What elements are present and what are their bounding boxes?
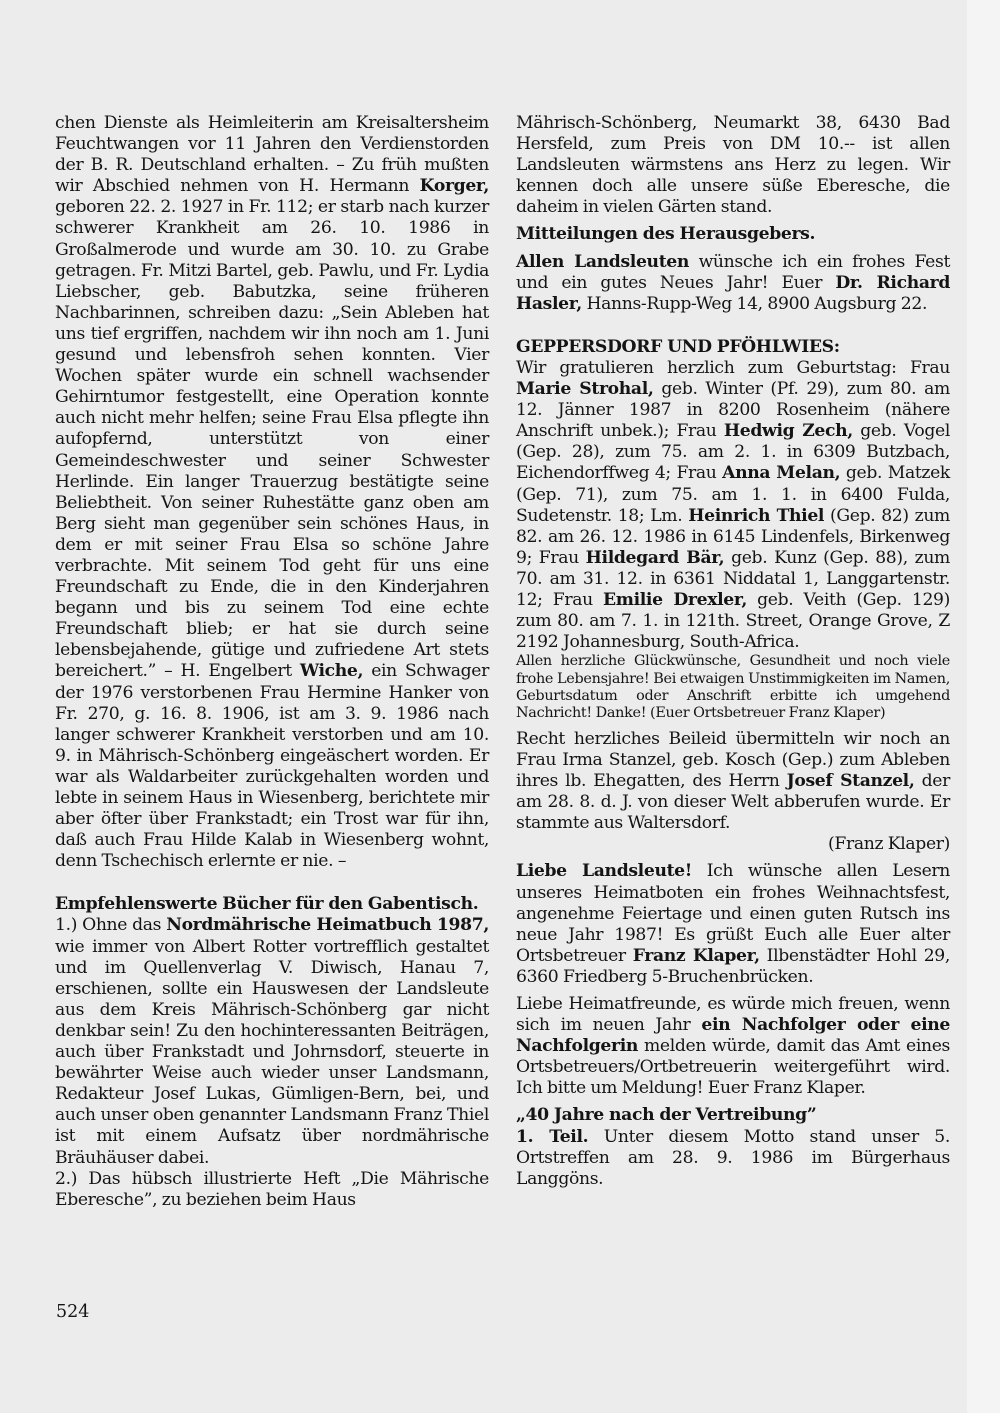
bold-name: Korger, <box>419 176 489 197</box>
event-heading: „40 Jahre nach der Vertreibung” <box>516 1105 817 1126</box>
right-column <box>516 113 950 1190</box>
wishes-note: Allen herzliche Glückwünsche, Gesundheit und noch viele frohe Lebensjahre! Bei etwaigen Unstimmigkeiten im Namen, Geburtsdatum oder Anschrift erbitte ich umgehend Nachricht! Danke! (Euer Ortsbetreuer Franz Klaper) <box>516 653 950 722</box>
bold-name: Liebe Landsleute! <box>516 861 692 882</box>
bold-name: Anna Melan, <box>722 463 841 484</box>
books-heading: Empfehlenswerte Bücher für den Gabentisch. <box>55 894 479 915</box>
bold-name: Heinrich Thiel <box>688 505 825 526</box>
bold-name: ein Nachfolger oder eine Nachfolgerin <box>516 1015 950 1057</box>
bold-name: Hedwig Zech, <box>723 421 853 442</box>
bold-name: Marie Strohal, <box>516 379 654 400</box>
left-column <box>55 113 489 1211</box>
book-recommendation-1: 1.) Ohne das Nordmährische Heimatbuch 1987, wie immer von Albert Rotter vortrefflich gestaltet und im Quellenverlag V. Diwisch, Hanau 7, erschienen, sollte ein Hauswesen der Landsleute aus dem Kreis Mährisch-Schönberg gar nicht denkbar sein! Zu den hochinteressanten Beiträgen, auch über Frankstadt und Johrnsdorf, steuerte in bewährter Weise auch wieder unser Landsmann, Redakteur Josef Lukas, Gümligen-Bern, bei, und auch unser oben genannter Landsmann Franz Thiel ist mit einem Aufsatz über nordmährische Bräuhäuser dabei. <box>55 915 490 1168</box>
bold-name: Nordmährische Heimatbuch 1987, <box>166 915 490 936</box>
bold-name: 1. Teil. <box>516 1126 589 1147</box>
christmas-greeting: Liebe Landsleute! Ich wünsche allen Lesern unseres Heimatboten ein frohes Weihnachtsfest, angenehme Feiertage und einen guten Rutsch ins neue Jahr 1987! Es grüßt Euch alle Euer alter Ortsbetreuer Franz Klaper, Ilbenstädter Hohl 29, 6360 Friedberg 5-Bruchenbrücken. <box>516 861 950 987</box>
bold-name: Dr. Richard Hasler, <box>516 272 951 314</box>
condolence-signature: (Franz Klaper) <box>828 834 950 855</box>
section-heading-geppersdorf: GEPPERSDORF UND PFÖHLWIES: <box>516 336 840 357</box>
page-number: 524 <box>56 1302 90 1322</box>
publisher-heading: Mitteilungen des Herausgebers. <box>516 224 816 245</box>
obituary-paragraph: chen Dienste als Heimleiterin am Kreisaltersheim Feuchtwangen vor 11 Jahren den Verdienstorden der B. R. Deutschland erhalten. – Zu früh mußten wir Abschied nehmen von H. Hermann Korger, geboren 22. 2. 1927 in Fr. 112; er starb nach kurzer schwerer Krankheit am 26. 10. 1986 in Großalmerode und wurde am 30. 10. zu Grabe getragen. Fr. Mitzi Bartel, geb. Pawlu, und Fr. Lydia Liebscher, geb. Babutzka, seine früheren Nachbarinnen, schreiben dazu: „Sein Ableben hat uns tief ergriffen, nachdem wir ihn noch am 1. Juni gesund und lebensfroh sehen konnten. Vier Wochen später wurde ein schnell wachsender Gehirntumor festgestellt, eine Operation konnte auch nicht mehr helfen; seine Frau Elsa pflegte ihn aufopfernd, unterstützt von einer Gemeindeschwester und seiner Schwester Herlinde. Ein langer Trauerzug bestätigte seine Beliebtheit. Von seiner Ruhestätte ganz oben am Berg sieht man gegenüber sein schönes Haus, in dem er mit seiner Frau Elsa so schöne Jahre verbrachte. Mit seinem Tod geht für uns eine Freundschaft zu Ende, die in den Kinderjahren begann und bis zu seinem Tod eine echte Freundschaft blieb; er hat sie durch seine lebensbejahende, gütige und zufriedene Art stets bereichert.” – H. Engelbert Wiche, ein Schwager der 1976 verstorbenen Frau Hermine Hanker von Fr. 270, g. 16. 8. 1906, ist am 3. 9. 1986 nach langer schwerer Krankheit verstorben und am 10. 9. in Mährisch-Schönberg eingeäschert worden. Er war als Waldarbeiter zurückgehalten worden und lebte in seinem Haus in Wiesenberg, berichtete mir aber öfter über Frankstadt; ein Trost war für ihn, daß auch Frau Hilde Kalab in Wiesenberg wohnt, denn Tschechisch erlernte er nie. – <box>55 113 489 872</box>
bold-name: Hildegard Bär, <box>585 547 725 568</box>
condolence-signature-line <box>516 834 950 855</box>
publisher-message: Allen Landsleuten wünsche ich ein frohes Fest und ein gutes Neues Jahr! Euer Dr. Richard Hasler, Hanns-Rupp-Weg 14, 8900 Augsburg 22. <box>516 251 951 314</box>
bold-name: Wiche, <box>299 661 364 682</box>
bold-name: Allen Landsleuten <box>516 251 690 272</box>
bold-name: Josef Stanzel, <box>786 771 915 792</box>
successor-call: Liebe Heimatfreunde, es würde mich freuen, wenn sich im neuen Jahr ein Nachfolger oder eine Nachfolgerin melden würde, damit das Amt eines Ortsbetreuers/Ortbetreuerin weitergeführt wird. Ich bitte um Meldung! Euer Franz Klaper. <box>516 994 950 1099</box>
condolence-paragraph: Recht herzliches Beileid übermitteln wir noch an Frau Irma Stanzel, geb. Kosch (Gep.) zum Ableben ihres lb. Ehegatten, des Herrn Josef Stanzel, der am 28. 8. d. J. von dieser Welt abberufen wurde. Er stammte aus Waltersdorf. <box>516 728 950 834</box>
birthday-list: Wir gratulieren herzlich zum Geburtstag: Frau Marie Strohal, geb. Winter (Pf. 29), zum 80. am 12. Jänner 1987 in 8200 Rosenheim (nähere Anschrift unbek.); Frau Hedwig Zech, geb. Vogel (Gep. 28), zum 75. am 2. 1. in 6309 Butzbach, Eichendorffweg 4; Frau Anna Melan, geb. Matzek (Gep. 71), zum 75. am 1. 1. in 6400 Fulda, Sudetenstr. 18; Lm. Heinrich Thiel (Gep. 82) zum 82. am 26. 12. 1986 in 6145 Lindenfels, Birkenweg 9; Frau Hildegard Bär, geb. Kunz (Gep. 88), zum 70. am 31. 12. in 6361 Niddatal 1, Langgartenstr. 12; Frau Emilie Drexler, geb. Veith (Gep. 129) zum 80. am 7. 1. in 121th. Street, Orange Grove, Z 2192 Johannesburg, South-Africa. <box>516 357 951 653</box>
book-recommendation-2-start: 2.) Das hübsch illustrierte Heft „Die Mährische Eberesche”, zu beziehen beim Haus <box>55 1168 489 1210</box>
bold-name: Emilie Drexler, <box>602 589 747 610</box>
event-text: 1. Teil. Unter diesem Motto stand unser 5. Ortstreffen am 28. 9. 1986 im Bürgerhaus Langgöns. <box>516 1126 951 1189</box>
book-recommendation-2-continued: Mährisch-Schönberg, Neumarkt 38, 6430 Bad Hersfeld, zum Preis von DM 10.-- ist allen Landsleuten wärmstens ans Herz zu legen. Wir kennen doch alle unsere süße Eberesche, die daheim in vielen Gärten stand. <box>516 113 950 218</box>
bold-name: Franz Klaper, <box>632 945 760 966</box>
